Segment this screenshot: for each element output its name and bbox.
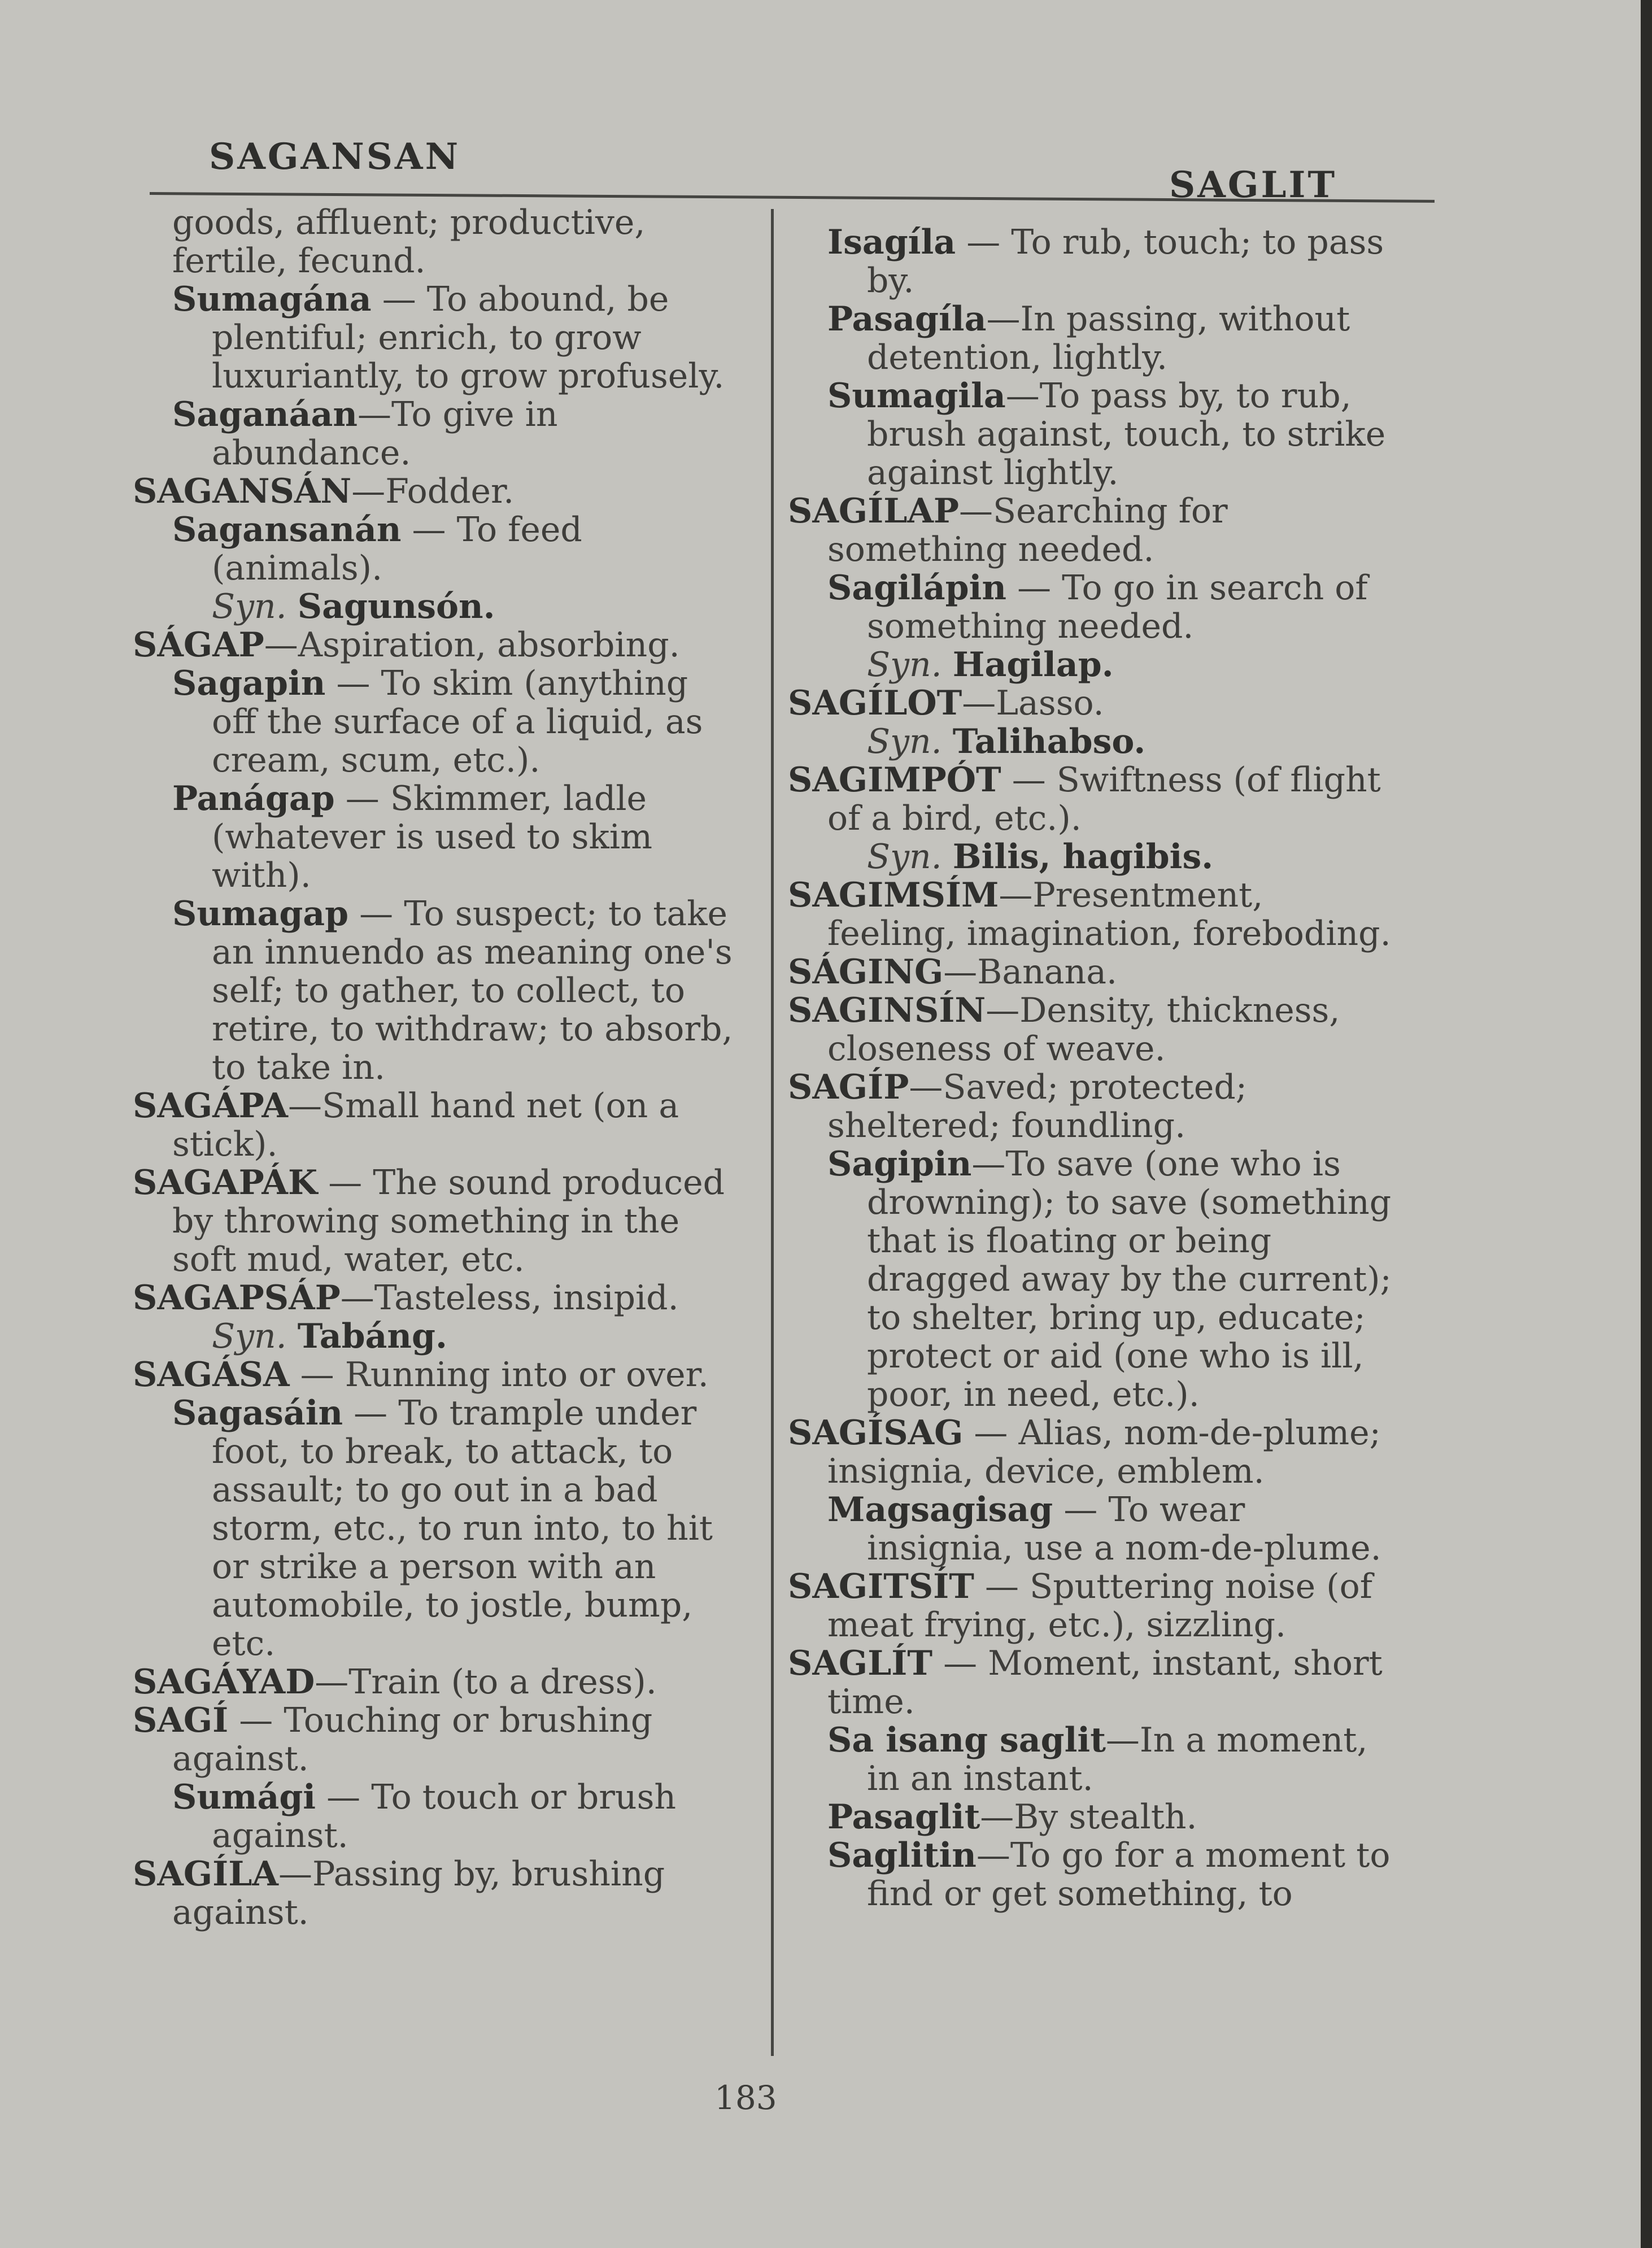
headword: SÁGAP (133, 625, 264, 665)
sub-entry (133, 1394, 743, 1663)
sub-entry (788, 1491, 1398, 1567)
dictionary-entry (133, 1087, 743, 1164)
definition: —Searching for something needed. (827, 491, 1228, 569)
dictionary-entry (133, 1663, 743, 1701)
headword: Sagapin (172, 664, 326, 703)
headword: SAGÍ (133, 1701, 229, 1740)
sub-entry (788, 1836, 1398, 1913)
synonym-line (788, 646, 1398, 684)
headword: SAGÍP (788, 1068, 909, 1107)
dictionary-entry (133, 1356, 743, 1394)
right-column (788, 223, 1398, 1913)
dictionary-entry (133, 1855, 743, 1932)
definition: — To feed (animals). (212, 510, 582, 588)
headword: SÁGING (788, 952, 944, 992)
definition: — Moment, instant, short time. (827, 1644, 1383, 1722)
headword: Sumagap (172, 894, 349, 934)
headword: SAGAPÁK (133, 1163, 318, 1203)
definition: — To go in search of something needed. (867, 568, 1368, 646)
sub-entry (133, 895, 743, 1087)
dictionary-entry (133, 472, 743, 511)
book-binding-edge (1641, 0, 1652, 2248)
definition: — To touch or brush against. (212, 1778, 677, 1855)
synonym-line (788, 838, 1398, 876)
sub-entry (133, 779, 743, 895)
headword: SAGÍSAG (788, 1413, 964, 1453)
dictionary-entry (133, 1279, 743, 1317)
synonym-word: Tabáng. (297, 1317, 447, 1356)
definition: goods, affluent; productive, fertile, fecund. (172, 203, 646, 281)
definition: —Fodder. (351, 472, 515, 511)
definition: — To skim (anything off the surface of a liquid, as cream, scum, etc.). (212, 664, 703, 780)
running-head-left: SAGANSAN (209, 136, 461, 178)
definition: —By stealth. (980, 1797, 1197, 1837)
synonym-line (133, 1317, 743, 1356)
headword: Pasagíla (827, 299, 987, 339)
sub-entry (133, 1778, 743, 1855)
headword: Saganáan (172, 395, 358, 434)
headword: SAGÍLA (133, 1854, 278, 1894)
headword: SAGINSÍN (788, 991, 986, 1030)
definition: —Train (to a dress). (315, 1662, 657, 1702)
dictionary-entry (788, 876, 1398, 953)
definition: —In passing, without detention, lightly. (867, 299, 1350, 377)
headword: SAGANSÁN (133, 472, 352, 511)
synonym-label: Syn. (212, 1317, 287, 1356)
definition: — To trample under foot, to break, to attack, to assault; to go out in a bad storm, etc., to run into, to hit or strike a person with an automobile, to jostle, bump, etc. (212, 1393, 713, 1663)
headword: Isagíla (827, 223, 956, 262)
dictionary-entry (788, 761, 1398, 838)
definition: —In a moment, in an instant. (867, 1720, 1368, 1798)
definition: —Banana. (943, 952, 1118, 992)
definition: — Alias, nom-de-plume; insignia, device, emblem. (827, 1413, 1381, 1491)
headword: Sumagila (827, 376, 1006, 416)
definition: —Small hand net (on a stick). (172, 1086, 679, 1164)
definition: —Passing by, brushing against. (172, 1854, 665, 1932)
dictionary-entry (788, 1414, 1398, 1491)
headword: Sumagána (172, 280, 372, 319)
headword: Sumági (172, 1778, 316, 1817)
headword: SAGÁPA (133, 1086, 288, 1126)
definition: — Swiftness (of flight of a bird, etc.). (827, 760, 1381, 838)
dictionary-entry (788, 953, 1398, 991)
sub-entry (788, 300, 1398, 377)
definition: — To wear insignia, use a nom-de-plume. (867, 1490, 1381, 1568)
definition: — The sound produced by throwing something in the soft mud, water, etc. (172, 1163, 725, 1279)
definition: —Saved; protected; sheltered; foundling. (827, 1068, 1247, 1145)
definition: —To pass by, to rub, brush against, touch, to strike against lightly. (867, 376, 1386, 493)
definition: —To save (one who is drowning); to save (something that is floating or being dragged away by the current); to shelter, bring up, educate; protect or aid (one who is ill, poor, in need, etc.). (867, 1144, 1392, 1414)
synonym-line (788, 722, 1398, 761)
definition: — Touching or brushing against. (172, 1701, 653, 1779)
headword: Saglitin (827, 1836, 977, 1875)
definition: —To go for a moment to find or get something, to (867, 1836, 1391, 1914)
sub-entry (133, 280, 743, 395)
sub-entry (788, 377, 1398, 492)
dictionary-entry (788, 1068, 1398, 1145)
dictionary-entry (788, 991, 1398, 1068)
dictionary-entry (788, 1567, 1398, 1644)
synonym-word: Bilis, hagibis. (952, 837, 1214, 877)
left-column (133, 203, 743, 1932)
headword: Sagansanán (172, 510, 402, 550)
sub-entry (133, 664, 743, 779)
sub-entry (133, 511, 743, 587)
sub-entry (788, 1798, 1398, 1836)
definition: — Skimmer, ladle (whatever is used to skim with). (212, 779, 652, 895)
headword: Sagipin (827, 1144, 972, 1184)
headword: SAGITSÍT (788, 1567, 974, 1606)
headword: SAGIMSÍM (788, 875, 999, 915)
headword: Magsagisag (827, 1490, 1053, 1530)
sub-entry (788, 223, 1398, 300)
headword: SAGLÍT (788, 1644, 933, 1683)
dictionary-entry (788, 1644, 1398, 1721)
definition: — To suspect; to take an innuendo as meaning one's self; to gather, to collect, to retire, to withdraw; to absorb, to take in. (212, 894, 733, 1087)
synonym-label: Syn. (867, 645, 942, 685)
sub-entry (133, 395, 743, 472)
definition: —To give in abundance. (212, 395, 558, 473)
headword: SAGÍLOT (788, 683, 962, 723)
sub-entry (788, 1721, 1398, 1798)
page-number: 183 (714, 2079, 777, 2117)
definition: —Presentment, feeling, imagination, foreboding. (827, 875, 1391, 953)
definition: — Running into or over. (289, 1355, 709, 1395)
sub-entry (788, 1145, 1398, 1414)
headword: Pasaglit (827, 1797, 980, 1837)
definition: —Lasso. (962, 683, 1104, 723)
column-divider (771, 209, 774, 2056)
headword: Sagasáin (172, 1393, 343, 1433)
dictionary-entry (788, 684, 1398, 722)
dictionary-entry (133, 1701, 743, 1778)
sub-entry (788, 569, 1398, 646)
definition: —Density, thickness, closeness of weave. (827, 991, 1340, 1069)
definition: — To abound, be plentiful; enrich, to grow luxuriantly, to grow profusely. (212, 280, 725, 396)
definition: —Tasteless, insipid. (340, 1278, 679, 1318)
headword: SAGÁSA (133, 1355, 290, 1395)
definition: —Aspiration, absorbing. (264, 625, 680, 665)
headword: Sa isang saglit (827, 1720, 1106, 1760)
definition: — To rub, touch; to pass by. (867, 223, 1384, 300)
headword: SAGÍLAP (788, 491, 960, 531)
dictionary-entry (133, 626, 743, 664)
synonym-word: Hagilap. (952, 645, 1114, 685)
running-head-right: SAGLIT (1169, 164, 1337, 206)
headword: SAGIMPÓT (788, 760, 1001, 800)
headword: SAGAPSÁP (133, 1278, 341, 1318)
synonym-line (133, 587, 743, 626)
definition: — Sputtering noise (of meat frying, etc.), sizzling. (827, 1567, 1372, 1645)
headword: Panágap (172, 779, 335, 818)
entry-continuation (133, 203, 743, 280)
dictionary-entry (788, 492, 1398, 569)
headword: Sagilápin (827, 568, 1006, 608)
synonym-label: Syn. (867, 722, 942, 761)
synonym-word: Sagunsón. (297, 587, 495, 626)
dictionary-entry (133, 1164, 743, 1279)
synonym-label: Syn. (212, 587, 287, 626)
synonym-label: Syn. (867, 837, 942, 877)
headword: SAGÁYAD (133, 1662, 315, 1702)
synonym-word: Talihabso. (952, 722, 1146, 761)
